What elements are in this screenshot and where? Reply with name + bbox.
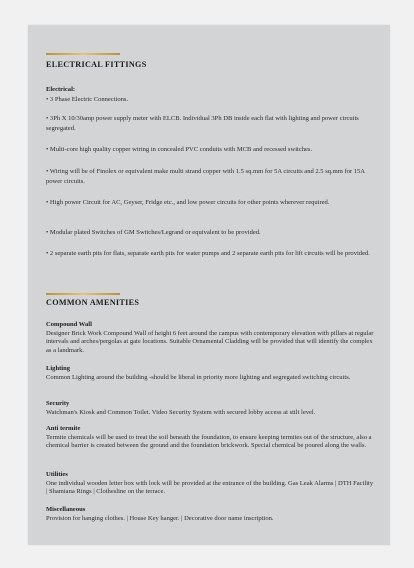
amenity-text: Designer Brick Work Compound Wall of height 6 feet around the campus with contemporary elevation with pillars at regular intervals and arches/pergolas at gate locations. Suitable Ornamental Cladding will be provided that will identify the complex as a landmark. (46, 329, 374, 354)
amenity-title: Security (46, 400, 70, 407)
electrical-item: • 3 Phase Electric Connections. (46, 96, 129, 103)
electrical-heading: ELECTRICAL FITTINGS (46, 60, 147, 69)
electrical-item: • High power Circuit for AC, Geyser, Fridge etc., and low power circuits for other points wherever required. (46, 199, 330, 206)
amenity-security (46, 400, 376, 417)
amenities-heading: COMMON AMENITIES (46, 298, 140, 307)
gold-divider (46, 293, 120, 295)
amenity-text: Common Lighting around the building -should be liberal in priority more lighting and segregated switching circuits. (46, 373, 351, 381)
amenity-lighting (46, 365, 376, 382)
electrical-item: • Multi-core high quality copper wiring in concealed PVC conduits with MCB and recessed switches. (46, 146, 313, 153)
spec-panel (28, 25, 390, 545)
electrical-item: • 2 separate earth pits for flats, separate earth pits for water pumps and 2 separate earth pits for lift circuits will be provided. (46, 250, 370, 257)
amenity-anti-termite (46, 425, 376, 451)
amenity-title: Anti termite (46, 425, 81, 432)
electrical-subheading-label: Electrical: (46, 86, 76, 93)
amenity-title: Compound Wall (46, 321, 92, 328)
amenity-miscellaneous (46, 506, 376, 523)
electrical-item: • Modular plated Switches of GM Switches/Legrand or equivalent to be provided. (46, 229, 261, 236)
amenity-text: Termite chemicals will be used to treat the soil beneath the foundation, to ensure keeping termites out of the structure, also a chemical barrier is created between the ground and the foundation brickwork. Special chemical be poured along the walls. (46, 433, 372, 450)
amenity-text: One individual wooden letter box with lock will be provided at the entrance of the building. Gas Leak Alarms | DTH Facility | Shamiana Rings | Clothesline on the terrace. (46, 479, 374, 496)
amenity-text: Provision for hanging clothes. | House Key hanger. | Decorative door name inscription. (46, 514, 274, 522)
amenity-title: Lighting (46, 365, 71, 372)
gold-divider (46, 53, 120, 55)
amenity-title: Miscellaneous (46, 506, 86, 513)
amenity-compound-wall (46, 321, 376, 355)
electrical-subheading (46, 86, 376, 95)
amenity-text: Watchman's Kiosk and Common Toilet. Video Security System with secured lobby access at stilt level. (46, 408, 316, 416)
electrical-item: • Wiring will be of Finolex or equivalent make multi strand copper with 1.5 sq.mm for 5A circuits and 2.5 sq.mm for 15A power circuits. (46, 168, 365, 185)
electrical-item: • 3Ph X 10/30amp power supply meter with ELCB. Individual 3Ph DB inside each flat with lighting and power circuits segregated. (46, 115, 359, 132)
amenity-utilities (46, 471, 376, 497)
amenity-title: Utilities (46, 471, 68, 478)
